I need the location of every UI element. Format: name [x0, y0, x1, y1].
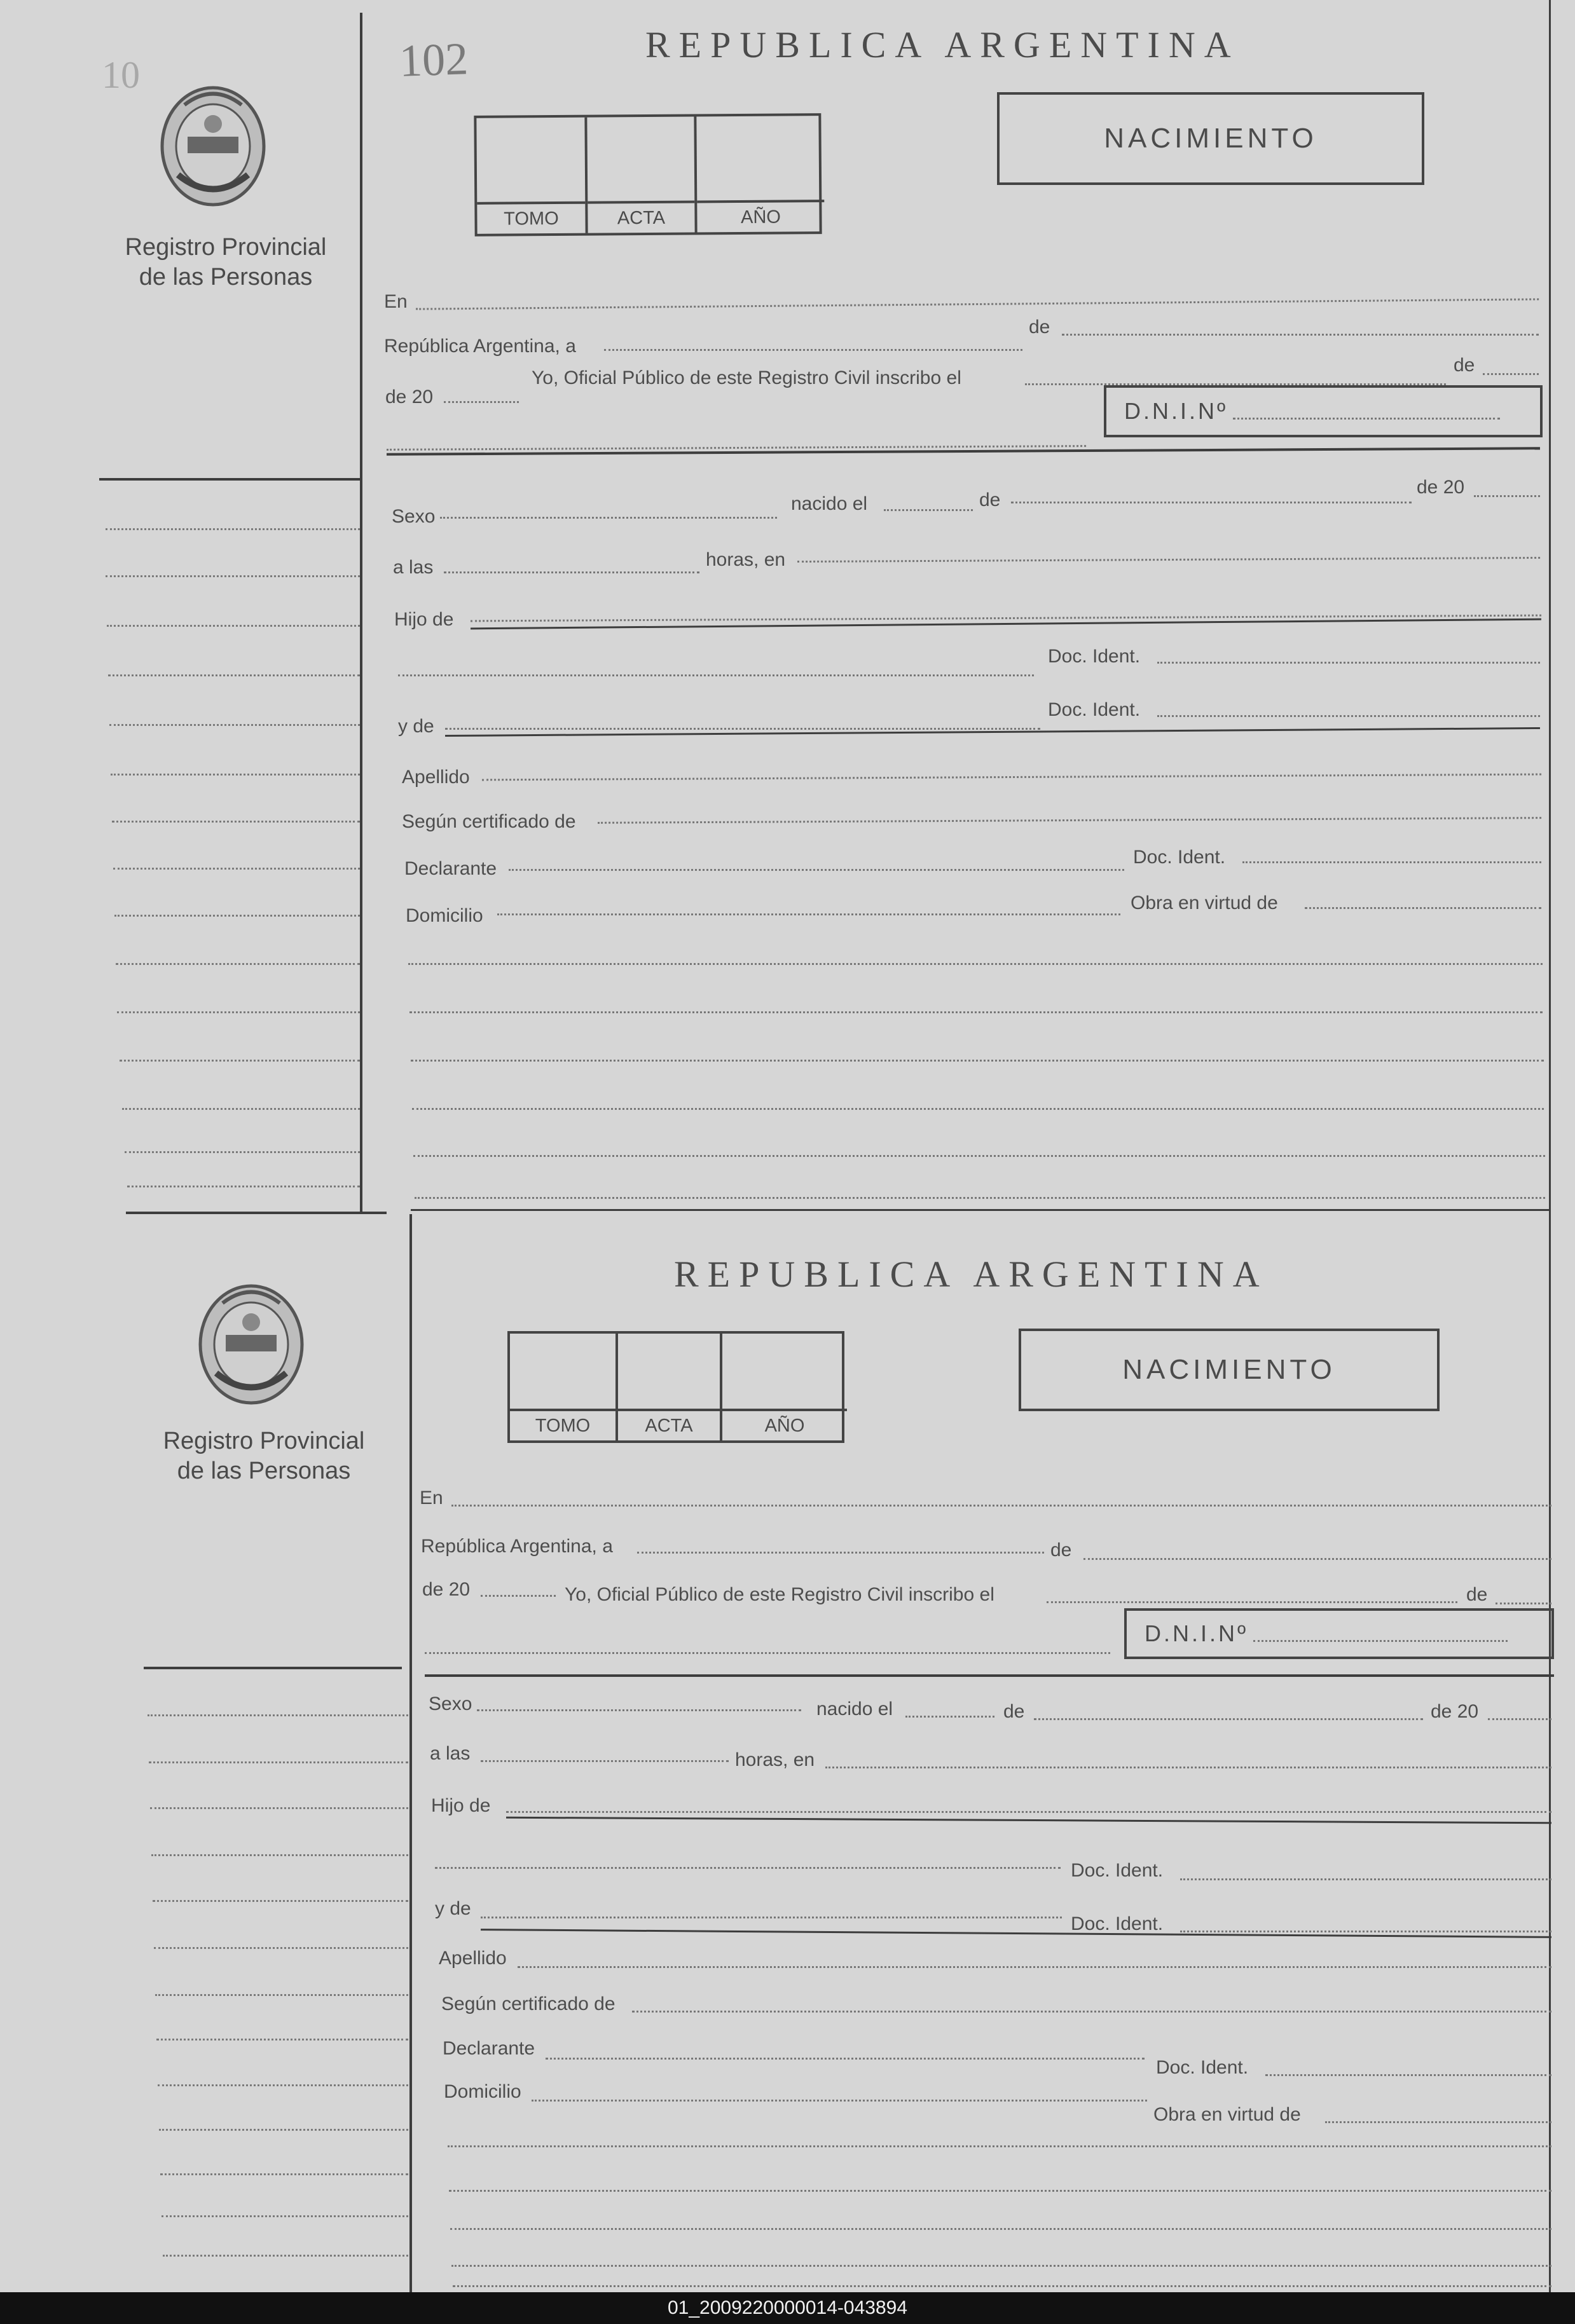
- notes-line[interactable]: [409, 992, 1543, 1013]
- notes-line[interactable]: [448, 2126, 1551, 2147]
- stub-line[interactable]: [108, 655, 360, 676]
- stub-line[interactable]: [111, 754, 360, 776]
- field-en[interactable]: [416, 272, 1539, 310]
- field-hijo-de[interactable]: [471, 595, 1541, 622]
- stub-line[interactable]: [153, 1880, 408, 1902]
- stub-line[interactable]: [125, 1131, 360, 1153]
- label-doc-ident-2: Doc. Ident.: [1048, 699, 1141, 720]
- field-lugar[interactable]: [825, 1747, 1551, 1768]
- tomo-acta-ano-table: [474, 113, 822, 236]
- label-obra-en-virtud: Obra en virtud de: [1131, 892, 1278, 913]
- registry-line-2: de las Personas: [177, 1458, 351, 1484]
- label-apellido: Apellido: [439, 1948, 507, 1969]
- label-doc-ident-3: Doc. Ident.: [1133, 847, 1226, 868]
- label-a-las: a las: [393, 557, 434, 578]
- field-domicilio[interactable]: [497, 894, 1120, 915]
- field-nacido-ano[interactable]: [1474, 475, 1540, 497]
- label-a-las: a las: [430, 1743, 471, 1764]
- label-sexo: Sexo: [429, 1693, 472, 1714]
- hijo-underline: [506, 1817, 1551, 1824]
- field-nacido-dia[interactable]: [905, 1696, 994, 1718]
- dni-label: D.N.I.Nº: [1124, 398, 1228, 424]
- registry-name: [134, 1426, 394, 1486]
- label-de-sexo: de: [979, 489, 1001, 510]
- field-doc-ident-1[interactable]: [1157, 642, 1540, 664]
- scan-filename: 01_2009220000014-043894: [667, 2297, 908, 2318]
- stub-line[interactable]: [122, 1088, 360, 1110]
- notes-line[interactable]: [453, 2268, 1551, 2287]
- registry-line-1: Registro Provincial: [125, 234, 327, 261]
- stub-line[interactable]: [154, 1927, 408, 1949]
- stub-line[interactable]: [113, 848, 360, 870]
- label-nacido-el: nacido el: [816, 1699, 893, 1719]
- field-inscribe[interactable]: [1047, 1582, 1457, 1603]
- stub-line[interactable]: [114, 895, 360, 917]
- label-yo-oficial: Yo, Oficial Público de este Registro Civil inscribo el: [532, 367, 961, 388]
- notes-line[interactable]: [411, 1040, 1544, 1062]
- field-hijo-de[interactable]: [506, 1791, 1551, 1813]
- field-hora[interactable]: [444, 552, 699, 573]
- field-doc-ident-2[interactable]: [1180, 1911, 1551, 1932]
- field-nacido-ano[interactable]: [1488, 1699, 1551, 1720]
- stub-line[interactable]: [151, 1835, 408, 1856]
- field-day[interactable]: [604, 328, 1022, 351]
- stub-line[interactable]: [106, 556, 360, 577]
- registry-line-2: de las Personas: [139, 264, 313, 290]
- misiones-seal-icon: [153, 79, 273, 213]
- label-de-sexo: de: [1003, 1701, 1025, 1722]
- doc-type-box: [997, 92, 1424, 185]
- stub-top-line: [144, 1667, 402, 1669]
- dni-label: D.N.I.Nº: [1145, 1620, 1249, 1646]
- label-de20-sexo: de 20: [1431, 1701, 1479, 1722]
- label-apellido: Apellido: [402, 767, 470, 788]
- field-day[interactable]: [637, 1532, 1044, 1554]
- label-segun-certificado: Según certificado de: [402, 811, 576, 832]
- stub-line[interactable]: [148, 1695, 408, 1716]
- field-nacido-dia[interactable]: [884, 489, 973, 511]
- form-divider-line: [409, 1214, 412, 2292]
- form-end-line: [411, 1209, 1549, 1211]
- label-hijo-de: Hijo de: [394, 609, 454, 630]
- label-y-de: y de: [398, 716, 434, 737]
- doc-type-label: NACIMIENTO: [1122, 1354, 1336, 1385]
- doc-type-label: NACIMIENTO: [1104, 123, 1317, 154]
- tomo-label: TOMO: [510, 1409, 616, 1440]
- field-nacido-mes[interactable]: [1011, 482, 1412, 503]
- field-sexo[interactable]: [477, 1690, 801, 1711]
- stub-line[interactable]: [155, 1974, 408, 1996]
- ano-label: AÑO: [722, 1409, 847, 1440]
- field-apellido[interactable]: [518, 1946, 1551, 1968]
- label-de: de: [1029, 317, 1050, 338]
- tomo-acta-ano-table: [507, 1331, 844, 1443]
- field-name-line[interactable]: [387, 425, 1086, 451]
- label-en: En: [384, 291, 408, 312]
- acta-cell[interactable]: [587, 116, 697, 233]
- stub-line[interactable]: [160, 2154, 408, 2175]
- field-year[interactable]: [444, 381, 519, 403]
- section-separator: [425, 1674, 1554, 1677]
- field-declarante[interactable]: [509, 849, 1124, 871]
- label-declarante: Declarante: [404, 858, 497, 879]
- label-de20: de 20: [422, 1579, 471, 1600]
- field-doc-ident-3[interactable]: [1265, 2054, 1551, 2076]
- form-divider-line: [360, 13, 362, 1214]
- field-padre[interactable]: [398, 655, 1034, 676]
- label-de20: de 20: [385, 386, 434, 407]
- registry-line-1: Registro Provincial: [163, 1428, 365, 1454]
- field-name-line[interactable]: [425, 1632, 1110, 1654]
- label-obra-en-virtud: Obra en virtud de: [1153, 2104, 1301, 2125]
- field-lugar[interactable]: [797, 533, 1540, 563]
- field-sexo[interactable]: [440, 497, 777, 519]
- notes-line[interactable]: [413, 1135, 1545, 1157]
- label-doc-ident-1: Doc. Ident.: [1071, 1860, 1164, 1881]
- stub-top-line: [99, 478, 360, 481]
- label-horas-en: horas, en: [735, 1749, 815, 1770]
- field-de-2[interactable]: [1496, 1583, 1551, 1604]
- notes-line[interactable]: [415, 1177, 1545, 1199]
- field-apellido[interactable]: [482, 754, 1541, 781]
- stub-line[interactable]: [162, 2196, 408, 2217]
- dni-box[interactable]: [1124, 1608, 1554, 1659]
- label-de-2: de: [1466, 1584, 1488, 1605]
- form-title: REPUBLICA ARGENTINA: [645, 24, 1240, 65]
- label-hijo-de: Hijo de: [431, 1795, 491, 1816]
- label-domicilio: Domicilio: [444, 2081, 521, 2102]
- field-nacido-mes[interactable]: [1034, 1699, 1423, 1720]
- field-de-2[interactable]: [1483, 353, 1539, 375]
- stub-line[interactable]: [120, 1040, 360, 1062]
- label-sexo: Sexo: [392, 506, 436, 527]
- stub-line[interactable]: [158, 2065, 408, 2086]
- notes-line[interactable]: [412, 1088, 1544, 1110]
- acta-cell[interactable]: [618, 1334, 722, 1440]
- notes-line[interactable]: [450, 2208, 1551, 2230]
- label-de: de: [1050, 1540, 1072, 1561]
- dni-field[interactable]: [1233, 403, 1500, 420]
- stub-bottom-line: [126, 1212, 387, 1214]
- stub-line[interactable]: [149, 1742, 408, 1763]
- page-number: 102: [398, 33, 469, 86]
- label-yo-oficial: Yo, Oficial Público de este Registro Civil inscribo el: [565, 1584, 994, 1605]
- label-republica: República Argentina, a: [384, 336, 576, 357]
- field-doc-ident-2[interactable]: [1157, 695, 1540, 717]
- label-en: En: [420, 1487, 443, 1508]
- stub-line[interactable]: [117, 992, 360, 1013]
- ano-label: AÑO: [697, 200, 824, 232]
- stub-line[interactable]: [159, 2109, 408, 2131]
- scan-filename-bar: [0, 2292, 1575, 2324]
- stub-line[interactable]: [106, 509, 360, 530]
- label-doc-ident-1: Doc. Ident.: [1048, 646, 1141, 667]
- field-doc-ident-3[interactable]: [1242, 842, 1541, 863]
- label-doc-ident-3: Doc. Ident.: [1156, 2057, 1249, 2078]
- tomo-cell[interactable]: [476, 118, 588, 234]
- margin-mark: 10: [102, 54, 140, 96]
- field-doc-ident-1[interactable]: [1180, 1859, 1551, 1880]
- field-declarante[interactable]: [546, 2038, 1145, 2060]
- notes-line[interactable]: [408, 943, 1543, 965]
- stub-line[interactable]: [107, 605, 360, 627]
- field-month[interactable]: [1083, 1538, 1551, 1560]
- field-certificado[interactable]: [598, 797, 1541, 824]
- field-obra-en-virtud[interactable]: [1305, 887, 1541, 909]
- misiones-seal-icon: [191, 1278, 312, 1411]
- stub-line[interactable]: [109, 704, 360, 726]
- label-domicilio: Domicilio: [406, 905, 483, 926]
- field-hora[interactable]: [481, 1740, 729, 1762]
- field-domicilio[interactable]: [532, 2080, 1147, 2102]
- field-madre[interactable]: [481, 1897, 1062, 1918]
- field-padre[interactable]: [435, 1847, 1061, 1869]
- stub-line[interactable]: [116, 943, 360, 965]
- dni-box[interactable]: [1104, 385, 1543, 437]
- label-de-2: de: [1454, 355, 1475, 376]
- form-title: REPUBLICA ARGENTINA: [674, 1254, 1269, 1295]
- field-month[interactable]: [1062, 313, 1539, 336]
- ano-cell[interactable]: [696, 116, 824, 232]
- acta-label: ACTA: [588, 200, 694, 233]
- field-en[interactable]: [451, 1485, 1551, 1507]
- doc-type-box: [1019, 1329, 1440, 1411]
- label-declarante: Declarante: [443, 2038, 535, 2059]
- label-republica: República Argentina, a: [421, 1536, 613, 1557]
- label-de20-sexo: de 20: [1417, 477, 1465, 498]
- field-inscribe[interactable]: [1025, 364, 1446, 385]
- stub-line[interactable]: [163, 2235, 408, 2257]
- tomo-cell[interactable]: [510, 1334, 618, 1440]
- stub-line[interactable]: [156, 2019, 408, 2040]
- ano-cell[interactable]: [722, 1334, 847, 1440]
- field-certificado[interactable]: [632, 1991, 1551, 2013]
- field-year[interactable]: [481, 1575, 556, 1597]
- label-doc-ident-2: Doc. Ident.: [1071, 1913, 1164, 1934]
- dni-field[interactable]: [1253, 1625, 1508, 1642]
- acta-label: ACTA: [618, 1409, 720, 1440]
- notes-line[interactable]: [449, 2170, 1551, 2192]
- stub-line[interactable]: [150, 1787, 408, 1809]
- registry-name: [95, 233, 356, 292]
- label-segun-certificado: Según certificado de: [441, 1993, 616, 2014]
- notes-line[interactable]: [451, 2245, 1551, 2267]
- stub-line[interactable]: [127, 1166, 360, 1187]
- label-nacido-el: nacido el: [791, 493, 868, 514]
- label-y-de: y de: [435, 1898, 471, 1919]
- label-horas-en: horas, en: [706, 549, 786, 570]
- stub-line[interactable]: [112, 801, 360, 823]
- field-madre[interactable]: [445, 708, 1040, 730]
- tomo-label: TOMO: [477, 202, 585, 234]
- field-obra-en-virtud[interactable]: [1325, 2102, 1551, 2123]
